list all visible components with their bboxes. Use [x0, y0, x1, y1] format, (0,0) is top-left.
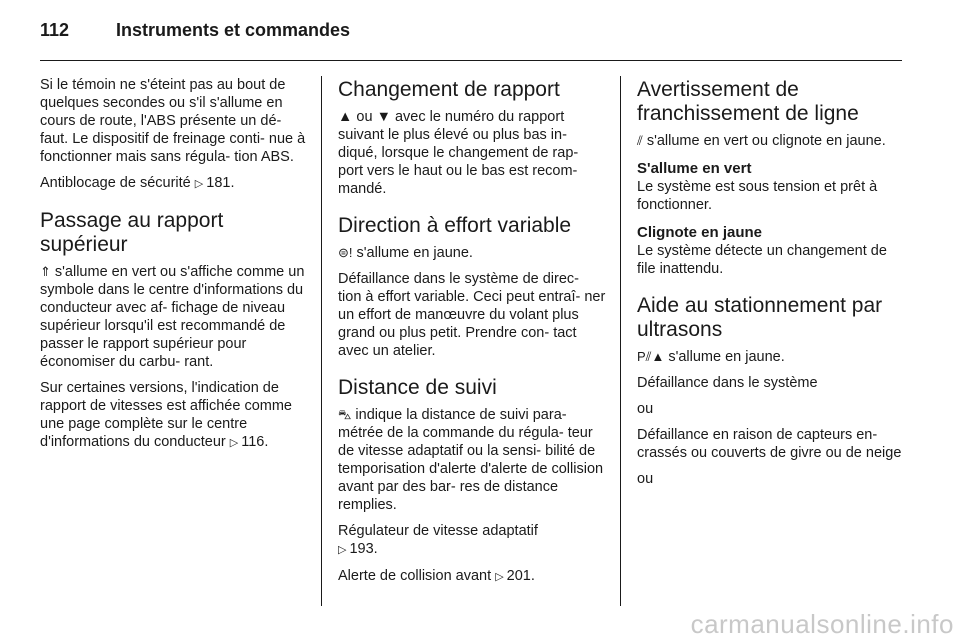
parking-or-1: ou	[637, 401, 654, 417]
steering-heading: Direction à effort variable	[338, 214, 572, 237]
fcw-reference-paragraph	[338, 567, 606, 586]
parking-assist-heading: Aide au stationnement par ultrasons	[637, 294, 883, 341]
upshift-paragraph	[40, 263, 308, 371]
gearshift-paragraph	[338, 108, 606, 198]
lit-green-heading: S'allume en vert	[637, 160, 752, 177]
header-rule	[40, 60, 902, 61]
gearshift-or: ou	[356, 109, 373, 125]
watermark: carmanualsonline.info	[690, 609, 954, 639]
fcw-reference-text: Alerte de collision avant	[338, 568, 492, 584]
page-reference-icon[interactable]: ▷	[194, 178, 204, 190]
page-header	[40, 20, 350, 41]
page-number: 112	[40, 20, 70, 40]
lane-departure-icon: ⫽	[637, 133, 643, 148]
parking-fault-paragraph: Défaillance dans le système	[637, 375, 818, 391]
parking-indicator-text: s'allume en jaune.	[668, 349, 785, 365]
acc-reference-text: Régulateur de vitesse adaptatif	[338, 523, 538, 539]
distance-text: indique la distance de suivi para- métrée de la commande du régula- teur de vitesse adaptatif ou la sensi- bilité de temporisation d'alerte d'alerte de collision avant par des bar- res de distance remplies.	[338, 407, 604, 513]
page-reference-icon[interactable]: ▷	[229, 437, 239, 449]
parking-or-2: ou	[637, 471, 654, 487]
gear-display-text: Sur certaines versions, l'indication de rapport de vitesses est affichée comme une page complète sur le centre d'informations du conducteur	[40, 380, 292, 450]
steering-indicator-text: s'allume en jaune.	[356, 245, 473, 261]
lane-departure-text: s'allume en vert ou clignote en jaune.	[646, 133, 886, 149]
abs-reference-text: Antiblocage de sécurité	[40, 175, 191, 191]
acc-reference-page[interactable]: 193.	[349, 541, 378, 557]
column-2	[338, 76, 606, 594]
upshift-text: s'allume en vert ou s'affiche comme un symbole dans le centre d'informations du conducteur avec af- fichage de niveau supérieur lorsqu'il est recommandé de passer le rapport supérieur pour économiser du carbu- rant.	[40, 264, 305, 370]
flash-yellow-paragraph: Le système détecte un changement de file inattendu.	[637, 243, 887, 277]
upshift-arrow-icon: ⇑	[40, 264, 51, 279]
acc-reference-paragraph	[338, 522, 606, 559]
gear-display-paragraph	[40, 379, 308, 452]
distance-heading: Distance de suivi	[338, 376, 497, 399]
gearshift-heading: Changement de rapport	[338, 78, 560, 101]
parking-sensor-paragraph: Défaillance en raison de capteurs en- crassés ou couverts de givre ou de neige	[637, 427, 902, 461]
parking-assist-icon: P⫽▲	[637, 349, 665, 364]
up-arrow-icon: ▲	[338, 109, 353, 125]
column-divider-1	[321, 76, 322, 606]
steering-indicator-paragraph	[338, 244, 606, 262]
column-divider-2	[620, 76, 621, 606]
column-3	[637, 76, 905, 496]
column-1	[40, 76, 308, 460]
gearshift-text: avec le numéro du rapport suivant le plus élevé ou plus bas in- diqué, lorsque le changement de rap- port vers le haut ou le bas est recom- mandé.	[338, 109, 579, 197]
steering-fault-paragraph: Défaillance dans le système de direc- tion à effort variable. Ceci peut entraî- ner un effort de manœuvre du volant plus grand ou plus petit. Prendre con- tact avec un atelier.	[338, 271, 606, 359]
abs-reference-paragraph	[40, 174, 308, 193]
abs-warning-paragraph: Si le témoin ne s'éteint pas au bout de quelques secondes ou s'il s'allume en cours de route, l'ABS présente un dé- faut. Le dispositif de freinage conti- nue à fonctionner mais sans régula- tion ABS.	[40, 77, 306, 165]
lane-departure-paragraph	[637, 132, 905, 150]
flash-yellow-heading: Clignote en jaune	[637, 224, 763, 241]
page-title: Instruments et commandes	[116, 20, 351, 40]
upshift-heading: Passage au rapport supérieur	[40, 209, 224, 256]
steering-warning-icon: ⊜!	[338, 245, 353, 260]
following-distance-icon: ⛍	[338, 407, 352, 422]
page-reference-icon[interactable]: ▷	[495, 571, 504, 583]
distance-paragraph	[338, 406, 606, 514]
gear-display-reference[interactable]: 116.	[241, 434, 269, 450]
lit-green-paragraph: Le système est sous tension et prêt à fonctionner.	[637, 179, 878, 213]
lane-departure-heading: Avertissement de franchissement de ligne	[637, 78, 859, 125]
page-reference-icon[interactable]: ▷	[338, 544, 347, 556]
abs-reference-page[interactable]: 181.	[206, 175, 235, 191]
down-arrow-icon: ▼	[376, 109, 391, 125]
parking-indicator-paragraph	[637, 348, 905, 366]
fcw-reference-page[interactable]: 201.	[506, 568, 535, 584]
